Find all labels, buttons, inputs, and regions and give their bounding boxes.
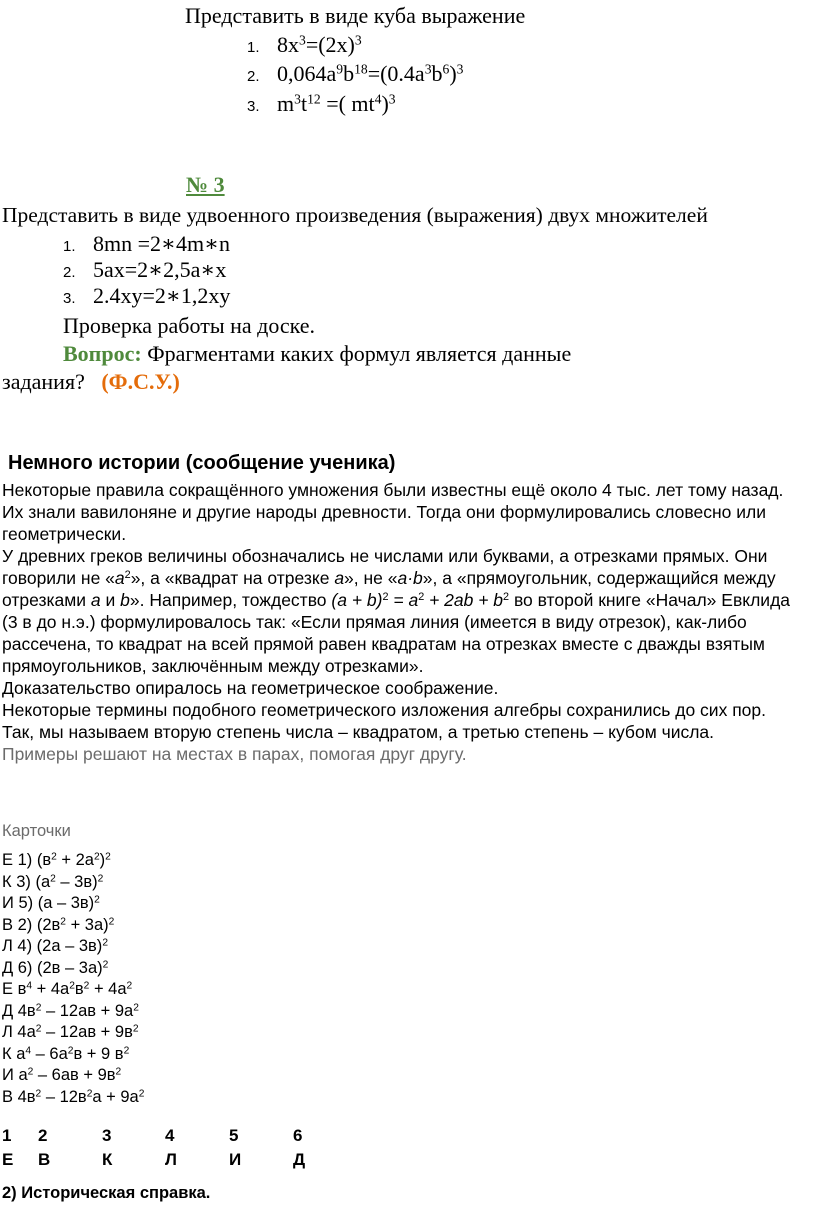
answer-number: 4 (165, 1126, 175, 1145)
answer-letter: В (38, 1150, 51, 1169)
list-number: 1. (247, 39, 260, 56)
list-number: 2. (63, 264, 76, 281)
check-note: Проверка работы на доске. (63, 313, 316, 338)
card-item: И 5) (а – 3в)$^2$ (2, 894, 100, 912)
answer-letter: Е (2, 1150, 14, 1169)
card-item: Д 6) (2в – 3а)$^2$ (2, 958, 109, 977)
list-number: 3. (247, 98, 260, 115)
history-paragraph-3: Доказательство опиралось на геометрическое соображение. (2, 678, 499, 698)
answer-letter: Д (293, 1150, 306, 1169)
card-item: В $4в^2 - 12в^2а + 9а^2$ (2, 1087, 145, 1106)
list-number: 3. (63, 290, 76, 307)
section-heading: № 3 (186, 172, 225, 197)
question-answer: (Ф.С.У.) (101, 369, 180, 394)
cards-title: Карточки (2, 822, 71, 840)
card-item: Л $4а^2 - 12ав + 9в^2$ (2, 1023, 139, 1041)
question-label: Вопрос: (63, 341, 142, 366)
card-item: В 2) $(2в^2 + 3а)^2$ (2, 915, 115, 934)
answer-number: 5 (229, 1126, 239, 1145)
product-item-3: 3. 2.4xy=2∗1,2xy (63, 284, 230, 311)
question-line: Вопрос: Фрагментами каких формул является данные (63, 341, 572, 366)
answer-number: 6 (293, 1126, 303, 1145)
list-number: 2. (247, 68, 260, 85)
cube-section-title: Представить в виде куба выражение (185, 3, 526, 28)
history-paragraph-5: Примеры решают на местах в парах, помогая друг другу. (2, 744, 467, 764)
history-paragraph-4: Некоторые термины подобного геометрического изложения алгебры сохранились до сих пор. Так, мы называем вторую степень числа – квадратом, а третью степень – кубом числа. (2, 700, 766, 742)
cube-item-3: 3. $m^3t^{12}$ =( $mt^4)^3$ (247, 92, 396, 119)
cube-item-1: 1. $8x^3=(2x)^3$ (247, 33, 362, 60)
question-continuation: задания? (Ф.С.У.) (2, 369, 180, 394)
card-item: Е 1) $(в^2 + 2а^2)^2$ (2, 851, 111, 869)
list-number: 1. (63, 238, 76, 255)
answer-number: 2 (38, 1126, 48, 1145)
answer-letter: К (102, 1150, 113, 1169)
product-item-2: 2. 5ax=2∗2,5a∗x (63, 258, 226, 285)
product-item-1: 1. 8mn =2∗4m∗n (63, 232, 230, 259)
card-item: Л 4) (2а – 3в)$^2$ (2, 937, 108, 955)
answer-letter: Л (165, 1150, 177, 1169)
cube-item-2: 2. $0,064a^9b^{18}=(0.4a^3b^6)^3$ (247, 62, 463, 89)
answer-number: 3 (102, 1126, 112, 1145)
card-item: К 3) $(а^2 - 3в)^2$ (2, 872, 104, 891)
card-item: К $а^4 - 6а^2в + 9$ $в^2$ (2, 1044, 130, 1063)
footer-heading: 2) Историческая справка. (2, 1184, 211, 1202)
history-text (2, 479, 802, 765)
card-item: Д $4в^2 - 12ав + 9а^2$ (2, 1001, 139, 1020)
history-heading: Немного истории (сообщение ученика) (8, 452, 396, 474)
answer-number: 1 (2, 1126, 12, 1145)
card-item: Е $в^4 + 4а^2в^2 + 4а^2$ (2, 980, 133, 998)
card-item: И $а^2 - 6ав + 9в^2$ (2, 1066, 122, 1084)
history-paragraph-2: У древних греков величины обозначались не числами или буквами, а отрезками прямых. Они говорили не «$a^2$», а «квадрат на отрезке a», не «a·b», а «прямоугольник, содержащийся между отрезками a и b». Например, тождество $(a + b)^2 = a^2 + 2ab + b^2$ во второй книге «Начал» Евклида (3 в до н.э.) формулировалось так: «Если прямая линия (имеется в виду отрезок), как-либо рассечена, то квадрат на всей прямой равен квадратам на отрезках вместе с дважды взятым прямоугольников, заключённым между отрезками». (2, 546, 791, 676)
section3-title: Представить в виде удвоенного произведения (выражения) двух множителей (2, 203, 708, 227)
history-paragraph-1: Некоторые правила сокращённого умножения были известны ещё около 4 тыс. лет тому назад. Их знали вавилоняне и другие народы древности. Тогда они формулировались словесно или геометрически. (2, 480, 784, 544)
answer-letter: И (229, 1150, 242, 1169)
